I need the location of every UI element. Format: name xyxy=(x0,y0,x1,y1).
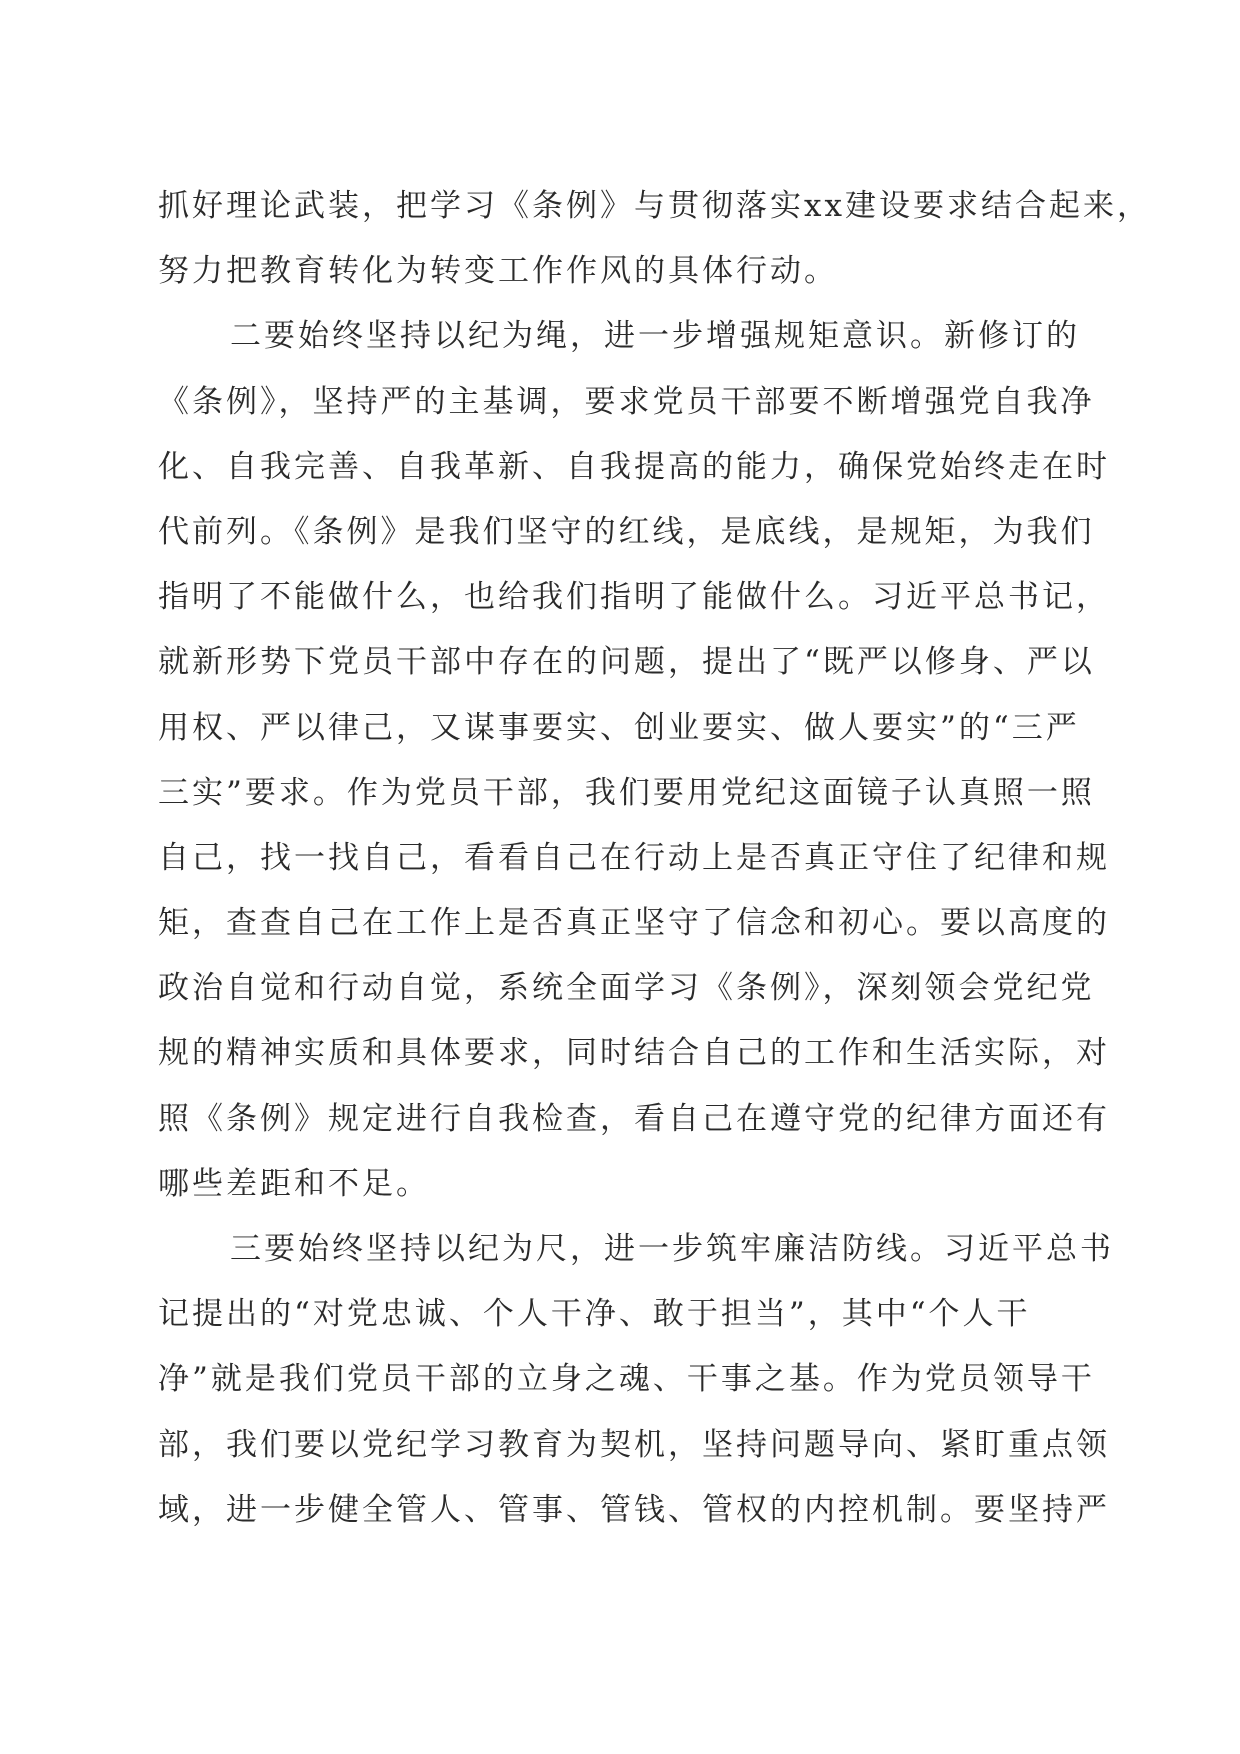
text-line: 指明了不能做什么，也给我们指明了能做什么。习近平总书记， xyxy=(158,579,1110,616)
text-line: 抓好理论武装，把学习《条例》与贯彻落实xx建设要求结合起来， xyxy=(158,188,1151,224)
text-line: 用权、严以律己，又谋事要实、创业要实、做人要实”的“三严 xyxy=(158,709,1080,746)
text-line: 化、自我完善、自我革新、自我提高的能力，确保党始终走在时 xyxy=(158,448,1110,485)
text-line: 就新形势下党员干部中存在的问题，提出了“既严以修身、严以 xyxy=(158,644,1095,681)
text-line: 哪些差距和不足。 xyxy=(158,1165,430,1202)
text-line: 矩，查查自己在工作上是否真正坚守了信念和初心。要以高度的 xyxy=(158,905,1110,942)
paragraph-start-line: 二要始终坚持以纪为绳，进一步增强规矩意识。新修订的 xyxy=(230,318,1080,355)
text-line: 努力把教育转化为转变工作作风的具体行动。 xyxy=(158,253,838,290)
text-line: 三实”要求。作为党员干部，我们要用党纪这面镜子认真照一照 xyxy=(158,774,1095,811)
text-line: 净”就是我们党员干部的立身之魂、干事之基。作为党员领导干 xyxy=(158,1361,1095,1398)
text-line: 《条例》，坚持严的主基调，要求党员干部要不断增强党自我净 xyxy=(158,383,1095,420)
text-line: 政治自觉和行动自觉，系统全面学习《条例》，深刻领会党纪党 xyxy=(158,970,1095,1007)
text-line: 代前列。《条例》是我们坚守的红线，是底线，是规矩，为我们 xyxy=(158,513,1095,550)
text-line: 规的精神实质和具体要求，同时结合自己的工作和生活实际，对 xyxy=(158,1035,1110,1072)
body-text xyxy=(158,174,1151,1543)
text-line: 部，我们要以党纪学习教育为契机，坚持问题导向、紧盯重点领 xyxy=(158,1426,1110,1463)
text-line: 自己，找一找自己，看看自己在行动上是否真正守住了纪律和规 xyxy=(158,839,1110,876)
text-line: 记提出的“对党忠诚、个人干净、敢于担当”，其中“个人干 xyxy=(158,1296,1031,1333)
text-line: 照《条例》规定进行自我检查，看自己在遵守党的纪律方面还有 xyxy=(158,1100,1110,1137)
text-line: 域，进一步健全管人、管事、管钱、管权的内控机制。要坚持严 xyxy=(158,1491,1110,1528)
paragraph-start-line: 三要始终坚持以纪为尺，进一步筑牢廉洁防线。习近平总书 xyxy=(230,1231,1114,1267)
